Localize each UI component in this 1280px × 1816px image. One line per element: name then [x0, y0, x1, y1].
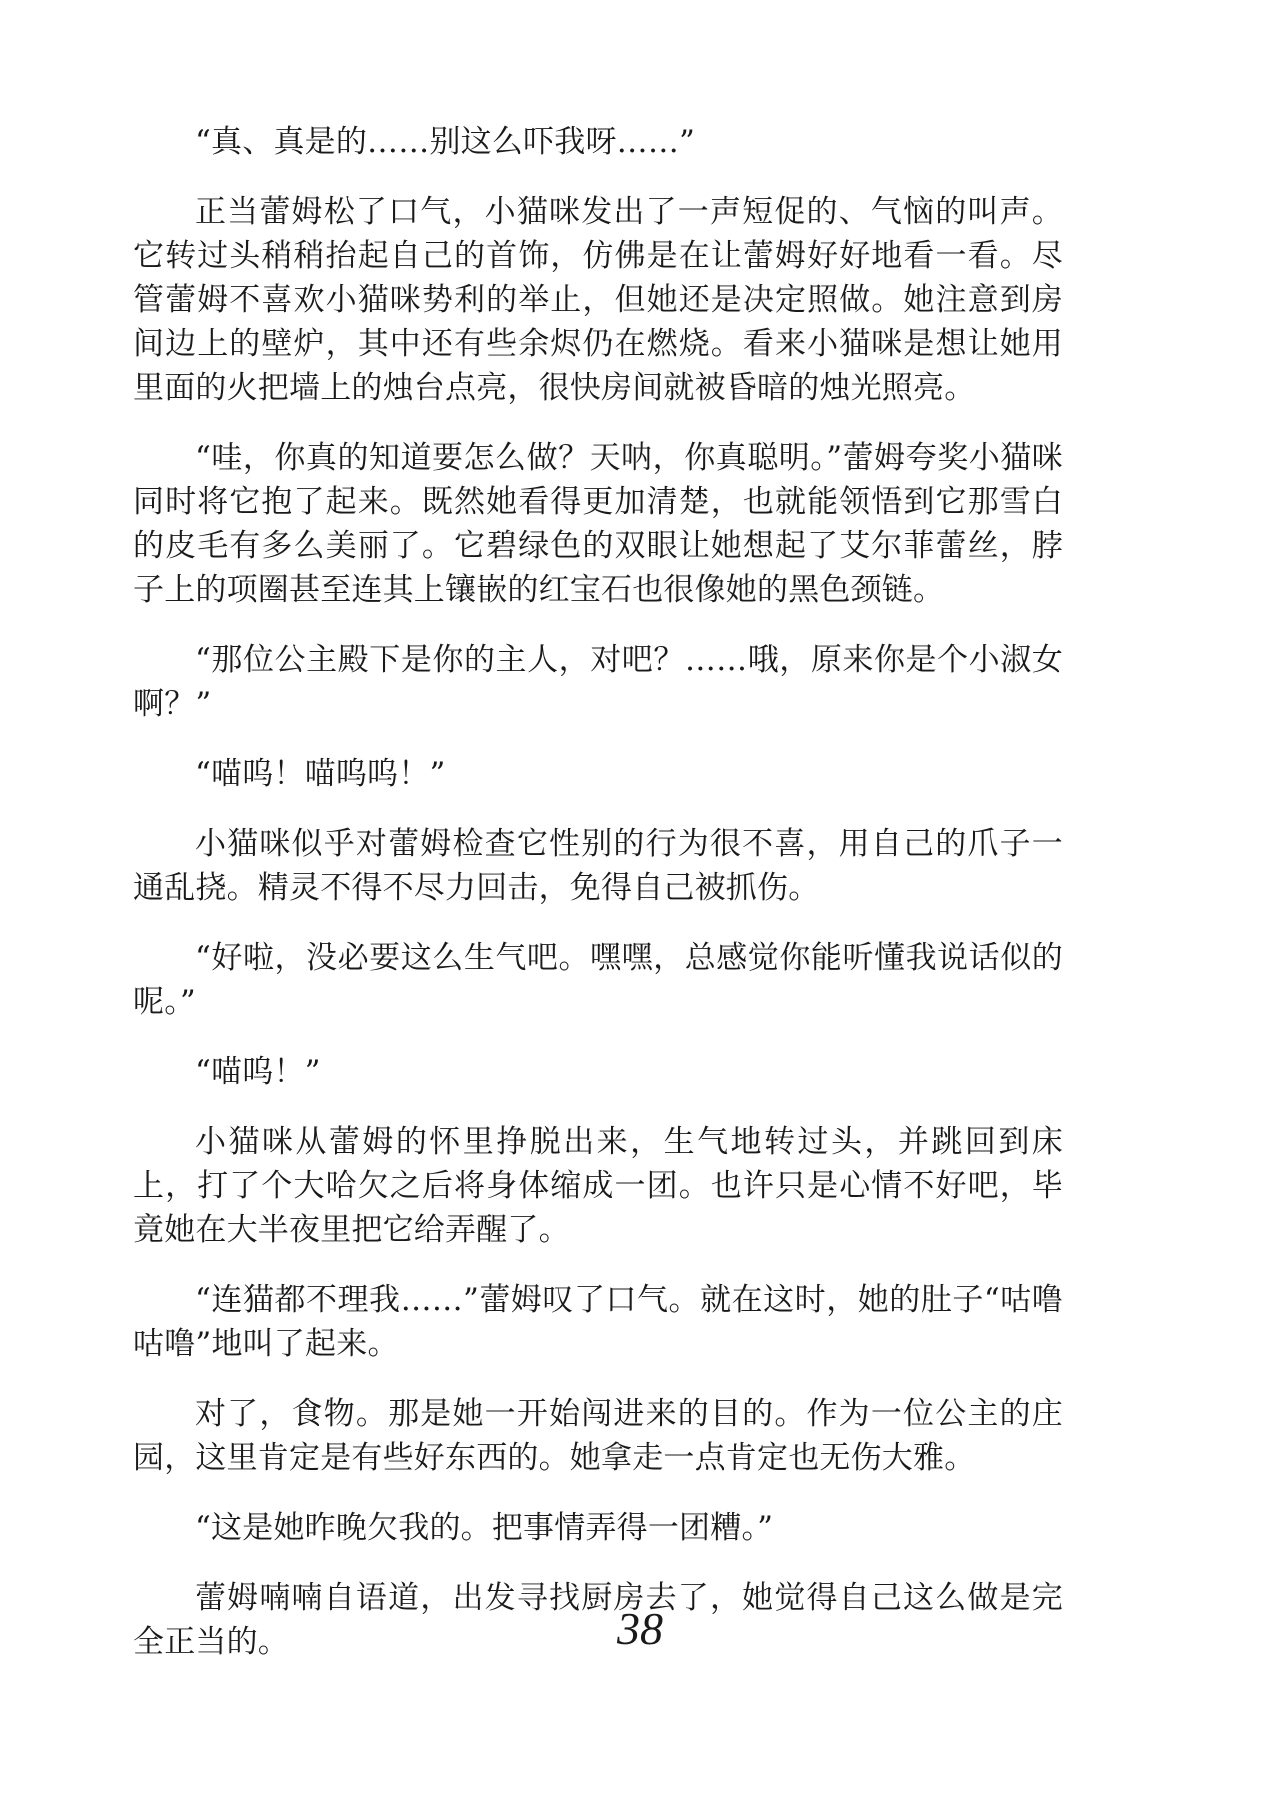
paragraph: 小猫咪从蕾姆的怀里挣脱出来，生气地转过头，并跳回到床上，打了个大哈欠之后将身体缩成一团。也许只是心情不好吧，毕竟她在大半夜里把它给弄醒了。: [133, 1124, 1063, 1248]
paragraph: 蕾姆喃喃自语道，出发寻找厨房去了，她觉得自己这么做是完全正当的。: [133, 1580, 1063, 1660]
page-body: [133, 120, 1063, 1690]
page-number: 38: [617, 1603, 663, 1654]
paragraph: 正当蕾姆松了口气，小猫咪发出了一声短促的、气恼的叫声。它转过头稍稍抬起自己的首饰，仿佛是在让蕾姆好好地看一看。尽管蕾姆不喜欢小猫咪势利的举止，但她还是决定照做。她注意到房间边上的壁炉，其中还有些余烬仍在燃烧。看来小猫咪是想让她用里面的火把墙上的烛台点亮，很快房间就被昏暗的烛光照亮。: [133, 194, 1063, 406]
paragraph: 小猫咪似乎对蕾姆检查它性别的行为很不喜，用自己的爪子一通乱挠。精灵不得不尽力回击，免得自己被抓伤。: [133, 826, 1063, 906]
paragraph: “连猫都不理我……”蕾姆叹了口气。就在这时，她的肚子“咕噜咕噜”地叫了起来。: [133, 1282, 1063, 1362]
paragraph: “哇，你真的知道要怎么做？天呐，你真聪明。”蕾姆夸奖小猫咪同时将它抱了起来。既然她看得更加清楚，也就能领悟到它那雪白的皮毛有多么美丽了。它碧绿色的双眼让她想起了艾尔菲蕾丝，脖子上的项圈甚至连其上镶嵌的红宝石也很像她的黑色颈链。: [133, 440, 1063, 608]
paragraph: “喵呜！”: [195, 1054, 321, 1090]
paragraph: “好啦，没必要这么生气吧。嘿嘿，总感觉你能听懂我说话似的呢。”: [133, 940, 1063, 1020]
paragraph: “这是她昨晚欠我的。把事情弄得一团糟。”: [195, 1510, 774, 1546]
paragraph: “喵呜！喵呜呜！”: [195, 756, 446, 792]
paragraph: 对了，食物。那是她一开始闯进来的目的。作为一位公主的庄园，这里肯定是有些好东西的。她拿走一点肯定也无伤大雅。: [133, 1396, 1063, 1476]
paragraph: “真、真是的……别这么吓我呀……”: [195, 124, 696, 160]
paragraph: “那位公主殿下是你的主人，对吧？……哦，原来你是个小淑女啊？”: [133, 642, 1063, 722]
